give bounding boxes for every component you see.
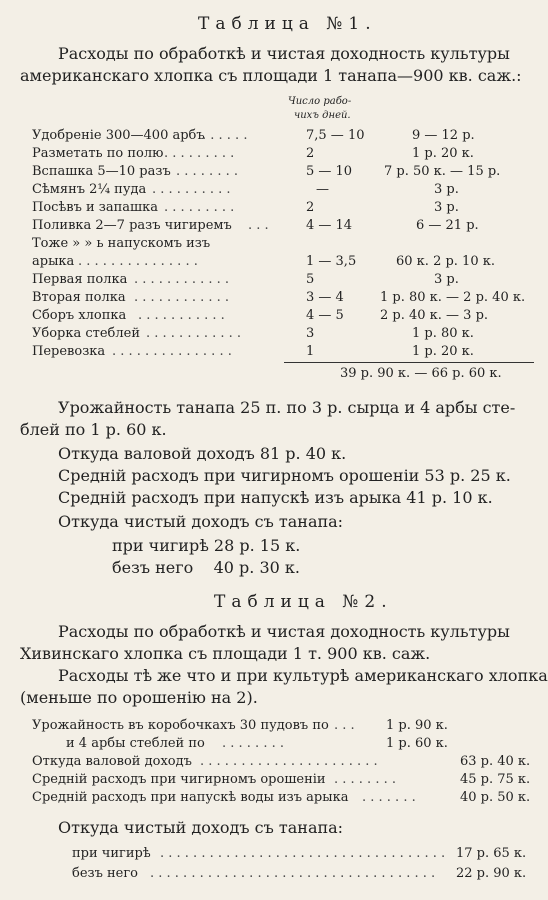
- table-row-cost: 60 к. 2 р. 10 к.: [396, 254, 495, 269]
- table-row-value: 63 р. 40 к.: [460, 754, 531, 769]
- gross-income: Откуда валовой доходъ 81 р. 40 к.: [58, 444, 347, 463]
- net-income-chigir: при чигирѣ 28 р. 15 к.: [112, 536, 301, 555]
- table-row-label: Поливка 2—7 разъ чигиремъ: [32, 218, 232, 233]
- dot-leader: . . .: [248, 218, 269, 233]
- dot-leader: . . . . . . . . . . . . . . . . . . . . . . . . . . . . . . . . . . .: [160, 846, 446, 861]
- table-row-label: Перевозка: [32, 344, 106, 359]
- table-row-cost: 3 р.: [434, 182, 459, 197]
- table-row-value: 40 р. 50 к.: [460, 790, 531, 805]
- table-row-days: 5 — 10: [306, 164, 353, 179]
- dot-leader: . . . . . . . . . .: [152, 182, 231, 197]
- net-income-heading: Откуда чистый доходъ съ танапа:: [58, 512, 344, 531]
- table-row-days: 3 — 4: [306, 290, 344, 305]
- table-row-label: Уборка стеблей: [32, 326, 140, 341]
- table-row-days: 1: [306, 344, 315, 359]
- dot-leader: . . . . . . . . . . . . . . . . . . . . . . . . . . . . . . . . . . .: [150, 866, 436, 881]
- table2-title: Таблица №2.: [214, 592, 393, 612]
- table-row-days: 1 — 3,5: [306, 254, 357, 269]
- table-row-label: Посѣвъ и запашка: [32, 200, 159, 215]
- dot-leader: . . .: [334, 718, 355, 733]
- table-row-label: при чигирѣ: [72, 846, 151, 861]
- table-row-label: Сѣмянъ 2¼ пуда: [32, 182, 147, 197]
- net-income-without: безъ него 40 р. 30 к.: [112, 558, 300, 577]
- table-row-cost: 1 р. 80 к. — 2 р. 40 к.: [380, 290, 526, 305]
- avg-expense-flood: Средній расходъ при напускѣ изъ арыка 41 р. 10 к.: [58, 488, 493, 507]
- table-row-days: 7,5 — 10: [306, 128, 365, 143]
- table-row-label: Вспашка 5—10 разъ: [32, 164, 171, 179]
- avg-expense-chigir: Средній расходъ при чигирномъ орошеніи 53 р. 25 к.: [58, 466, 511, 485]
- dot-leader: . . . . . . . . . . . .: [134, 290, 230, 305]
- table1-col-header-line1: Число рабо-: [288, 96, 352, 107]
- table1-heading-line2: американскаго хлопка съ площади 1 танапа—900 кв. саж.:: [20, 66, 522, 85]
- table-row-value: 22 р. 90 к.: [456, 866, 527, 881]
- table1-col-header-line2: чихъ дней.: [294, 110, 351, 121]
- table-row-days: —: [316, 182, 329, 197]
- table-row-label: Средній расходъ при чигирномъ орошеніи: [32, 772, 326, 787]
- table-row-label: Первая полка: [32, 272, 128, 287]
- table-row-label: Откуда валовой доходъ: [32, 754, 192, 769]
- table-row-value: 45 р. 75 к.: [460, 772, 531, 787]
- table1-heading-line1: Расходы по обработкѣ и чистая доходность культуры: [58, 44, 510, 63]
- table-row-days: 4 — 5: [306, 308, 344, 323]
- table1-total: 39 р. 90 к. — 66 р. 60 к.: [340, 366, 502, 381]
- table-row-cost: 3 р.: [434, 272, 459, 287]
- yield-line1: Урожайность танапа 25 п. по 3 р. сырца и 4 арбы сте-: [58, 398, 516, 417]
- dot-leader: . . . . . . . .: [176, 164, 238, 179]
- dot-leader: . . . . . . . . . . . . . . .: [112, 344, 232, 359]
- dot-leader: . . . . . . . .: [334, 772, 396, 787]
- table-row-cost: 9 — 12 р.: [412, 128, 475, 143]
- table1-title: Таблица №1.: [198, 14, 377, 34]
- table2-heading-line1: Расходы по обработкѣ и чистая доходность культуры: [58, 622, 510, 641]
- table2-same-line2: (меньше по орошенію на 2).: [20, 688, 258, 707]
- dot-leader: . . . . . . . . .: [164, 146, 235, 161]
- dot-leader: . . . . . . . . . . . .: [134, 272, 230, 287]
- table-row-label: Средній расходъ при напускѣ воды изъ арыка: [32, 790, 349, 805]
- table-row-value: 1 р. 60 к.: [386, 736, 448, 751]
- table-row-cost: 2 р. 40 к. — 3 р.: [380, 308, 489, 323]
- dot-leader: . . . . . . . . . . . . . . .: [78, 254, 198, 269]
- table-row-days: 2: [306, 200, 315, 215]
- table-row-cost: 1 р. 80 к.: [412, 326, 474, 341]
- dot-leader: . . . . . . . . . . . .: [146, 326, 242, 341]
- yield-line2: блей по 1 р. 60 к.: [20, 420, 167, 439]
- table-row-value: 17 р. 65 к.: [456, 846, 527, 861]
- table-row-cost: 1 р. 20 к.: [412, 344, 474, 359]
- dot-leader: . . . . . . .: [362, 790, 416, 805]
- table-row-label: безъ него: [72, 866, 139, 881]
- table-row-days: 4 — 14: [306, 218, 353, 233]
- dot-leader: . . . . . . . . . . .: [138, 308, 225, 323]
- table-row-days: 3: [306, 326, 315, 341]
- dot-leader: . . . . . . . . . . . . . . . . . . . . . .: [200, 754, 378, 769]
- table-row-cost: 3 р.: [434, 200, 459, 215]
- table-row-cost: 7 р. 50 к. — 15 р.: [384, 164, 501, 179]
- table-row-days: 5: [306, 272, 315, 287]
- table2-same-line1: Расходы тѣ же что и при культурѣ американскаго хлопка: [58, 666, 548, 685]
- table-row-label: Сборъ хлопка: [32, 308, 127, 323]
- table-row-label: Вторая полка: [32, 290, 126, 305]
- table-row-label: Удобреніе 300—400 арбъ: [32, 128, 205, 143]
- table-row-label: Разметать по полю: [32, 146, 164, 161]
- table-row-label: арыка: [32, 254, 75, 269]
- table-row-cost: 1 р. 20 к.: [412, 146, 474, 161]
- dot-leader: . . . . . . . .: [222, 736, 284, 751]
- total-rule: [284, 362, 534, 363]
- table-row-value: 1 р. 90 к.: [386, 718, 448, 733]
- table2-heading-line2: Хивинскаго хлопка съ площади 1 т. 900 кв. саж.: [20, 644, 431, 663]
- table2-net-heading: Откуда чистый доходъ съ танапа:: [58, 818, 344, 837]
- dot-leader: . . . . . . . . .: [164, 200, 235, 215]
- dot-leader: . . . . . .: [202, 128, 248, 143]
- table-row-cost: 6 — 21 р.: [416, 218, 479, 233]
- table-row-label: Тоже » » ь напускомъ изъ: [32, 236, 211, 251]
- table-row-label: и 4 арбы стеблей по: [66, 736, 205, 751]
- table-row-label: Урожайность въ коробочкахъ 30 пудовъ по: [32, 718, 329, 733]
- table-row-days: 2: [306, 146, 315, 161]
